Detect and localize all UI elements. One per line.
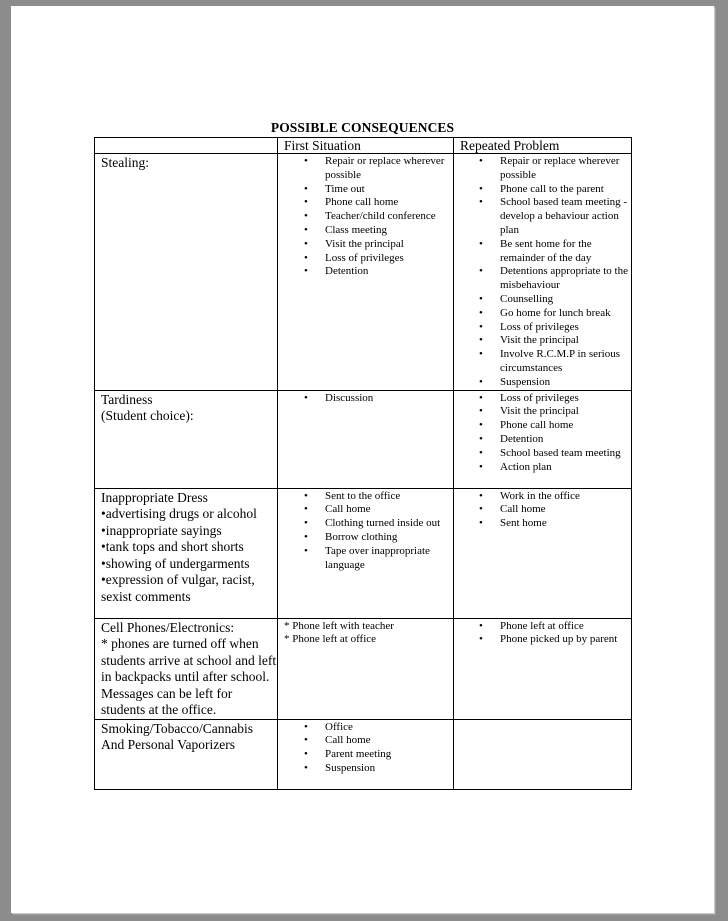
first-situation-cell [278,390,454,488]
repeated-problem-cell [454,719,632,789]
first-situation-list [284,155,453,279]
page-title: POSSIBLE CONSEQUENCES [270,120,455,135]
list-item: • Visit the principal [500,334,631,348]
list-item: • Visit the principal [500,405,631,419]
list-item: • Call home [500,503,631,517]
repeated-problem-list [460,392,631,475]
list-item: • Detention [500,433,631,447]
repeated-problem-cell [454,618,632,719]
list-item: • Loss of privileges [500,321,631,335]
category-cell [95,390,278,488]
category-label: Tardiness [101,391,153,407]
list-item: • Repair or replace wherever possible [325,155,453,183]
column-header-repeated-problem: Repeated Problem [454,138,632,154]
category-label: Inappropriate Dress [101,489,208,505]
category-label: Smoking/Tobacco/Cannabis [101,720,254,736]
category-cell [95,488,278,618]
table-header-row [95,138,632,154]
list-item: • Call home [325,503,453,517]
first-situation-list [284,392,453,406]
table-row-inappropriate-dress [95,488,632,618]
list-item: • Loss of privileges [500,392,631,406]
list-item: • Phone call home [325,196,453,210]
first-situation-list [284,721,453,776]
repeated-problem-cell [454,390,632,488]
list-item: • Borrow clothing [325,531,453,545]
list-item: • Loss of privileges [325,252,453,266]
list-item: • Work in the office [500,490,631,504]
list-item: • Involve R.C.M.P in serious circumstances [500,348,631,376]
category-detail: •showing of undergarments [101,555,250,571]
category-detail: •tank tops and short shorts [101,539,244,555]
list-item: • Be sent home for the remainder of the day [500,238,631,266]
category-detail: •inappropriate sayings [101,522,222,538]
list-item: • Call home [325,734,453,748]
list-item: • Parent meeting [325,748,453,762]
list-item: • Office [325,721,453,735]
category-note: (Student choice): [101,408,194,424]
repeated-problem-list [460,490,631,531]
list-item: * Phone left at office [284,633,377,646]
category-label: Cell Phones/Electronics: [101,619,235,635]
list-item: • School based team meeting [500,447,631,461]
list-item: • Phone picked up by parent [500,633,631,647]
first-situation-cell [278,154,454,391]
table-row-smoking [95,719,632,789]
column-header-first-situation: First Situation [278,138,454,154]
list-item: • Clothing turned inside out [325,517,453,531]
list-item: • Go home for lunch break [500,307,631,321]
list-item: • Visit the principal [325,238,453,252]
list-item: • Sent home [500,517,631,531]
first-situation-cell [278,618,454,719]
list-item: • Tape over inappropriate language [325,545,453,573]
table-row-cell-phones [95,618,632,719]
list-item: • Sent to the office [325,490,453,504]
consequences-table [94,137,632,790]
list-item: • Detention [325,265,453,279]
list-item: • School based team meeting - develop a behaviour action plan [500,196,631,237]
column-header-category [95,138,278,154]
list-item: • Phone call to the parent [500,183,631,197]
list-item: • Time out [325,183,453,197]
list-item: • Discussion [325,392,453,406]
list-item: • Repair or replace wherever possible [500,155,631,183]
list-item: • Suspension [500,376,631,390]
category-cell [95,618,278,719]
list-item: • Phone call home [500,419,631,433]
category-cell [95,719,278,789]
table-row-tardiness [95,390,632,488]
repeated-problem-list [460,155,631,390]
category-detail: •expression of vulgar, racist, sexist comments [101,572,255,604]
repeated-problem-list [460,620,631,648]
list-item: • Action plan [500,461,631,475]
category-label-line2: And Personal Vaporizers [101,737,235,753]
category-cell [95,154,278,391]
repeated-problem-cell [454,488,632,618]
list-item: • Counselling [500,293,631,307]
list-item: • Phone left at office [500,620,631,634]
list-item: • Detentions appropriate to the misbehaviour [500,265,631,293]
list-item: * Phone left with teacher [284,619,394,632]
list-item: • Class meeting [325,224,453,238]
first-situation-cell [278,488,454,618]
category-detail: •advertising drugs or alcohol [101,506,257,522]
document-page [11,6,714,913]
repeated-problem-cell [454,154,632,391]
list-item: • Suspension [325,762,453,776]
category-label: Stealing: [101,155,149,170]
first-situation-list [284,620,453,648]
list-item: • Teacher/child conference [325,210,453,224]
first-situation-cell [278,719,454,789]
first-situation-list [284,490,453,573]
table-row-stealing [95,154,632,391]
category-note: * phones are turned off when students arrive at school and left in backpacks until after school. Messages can be left for students at the office. [101,636,277,718]
